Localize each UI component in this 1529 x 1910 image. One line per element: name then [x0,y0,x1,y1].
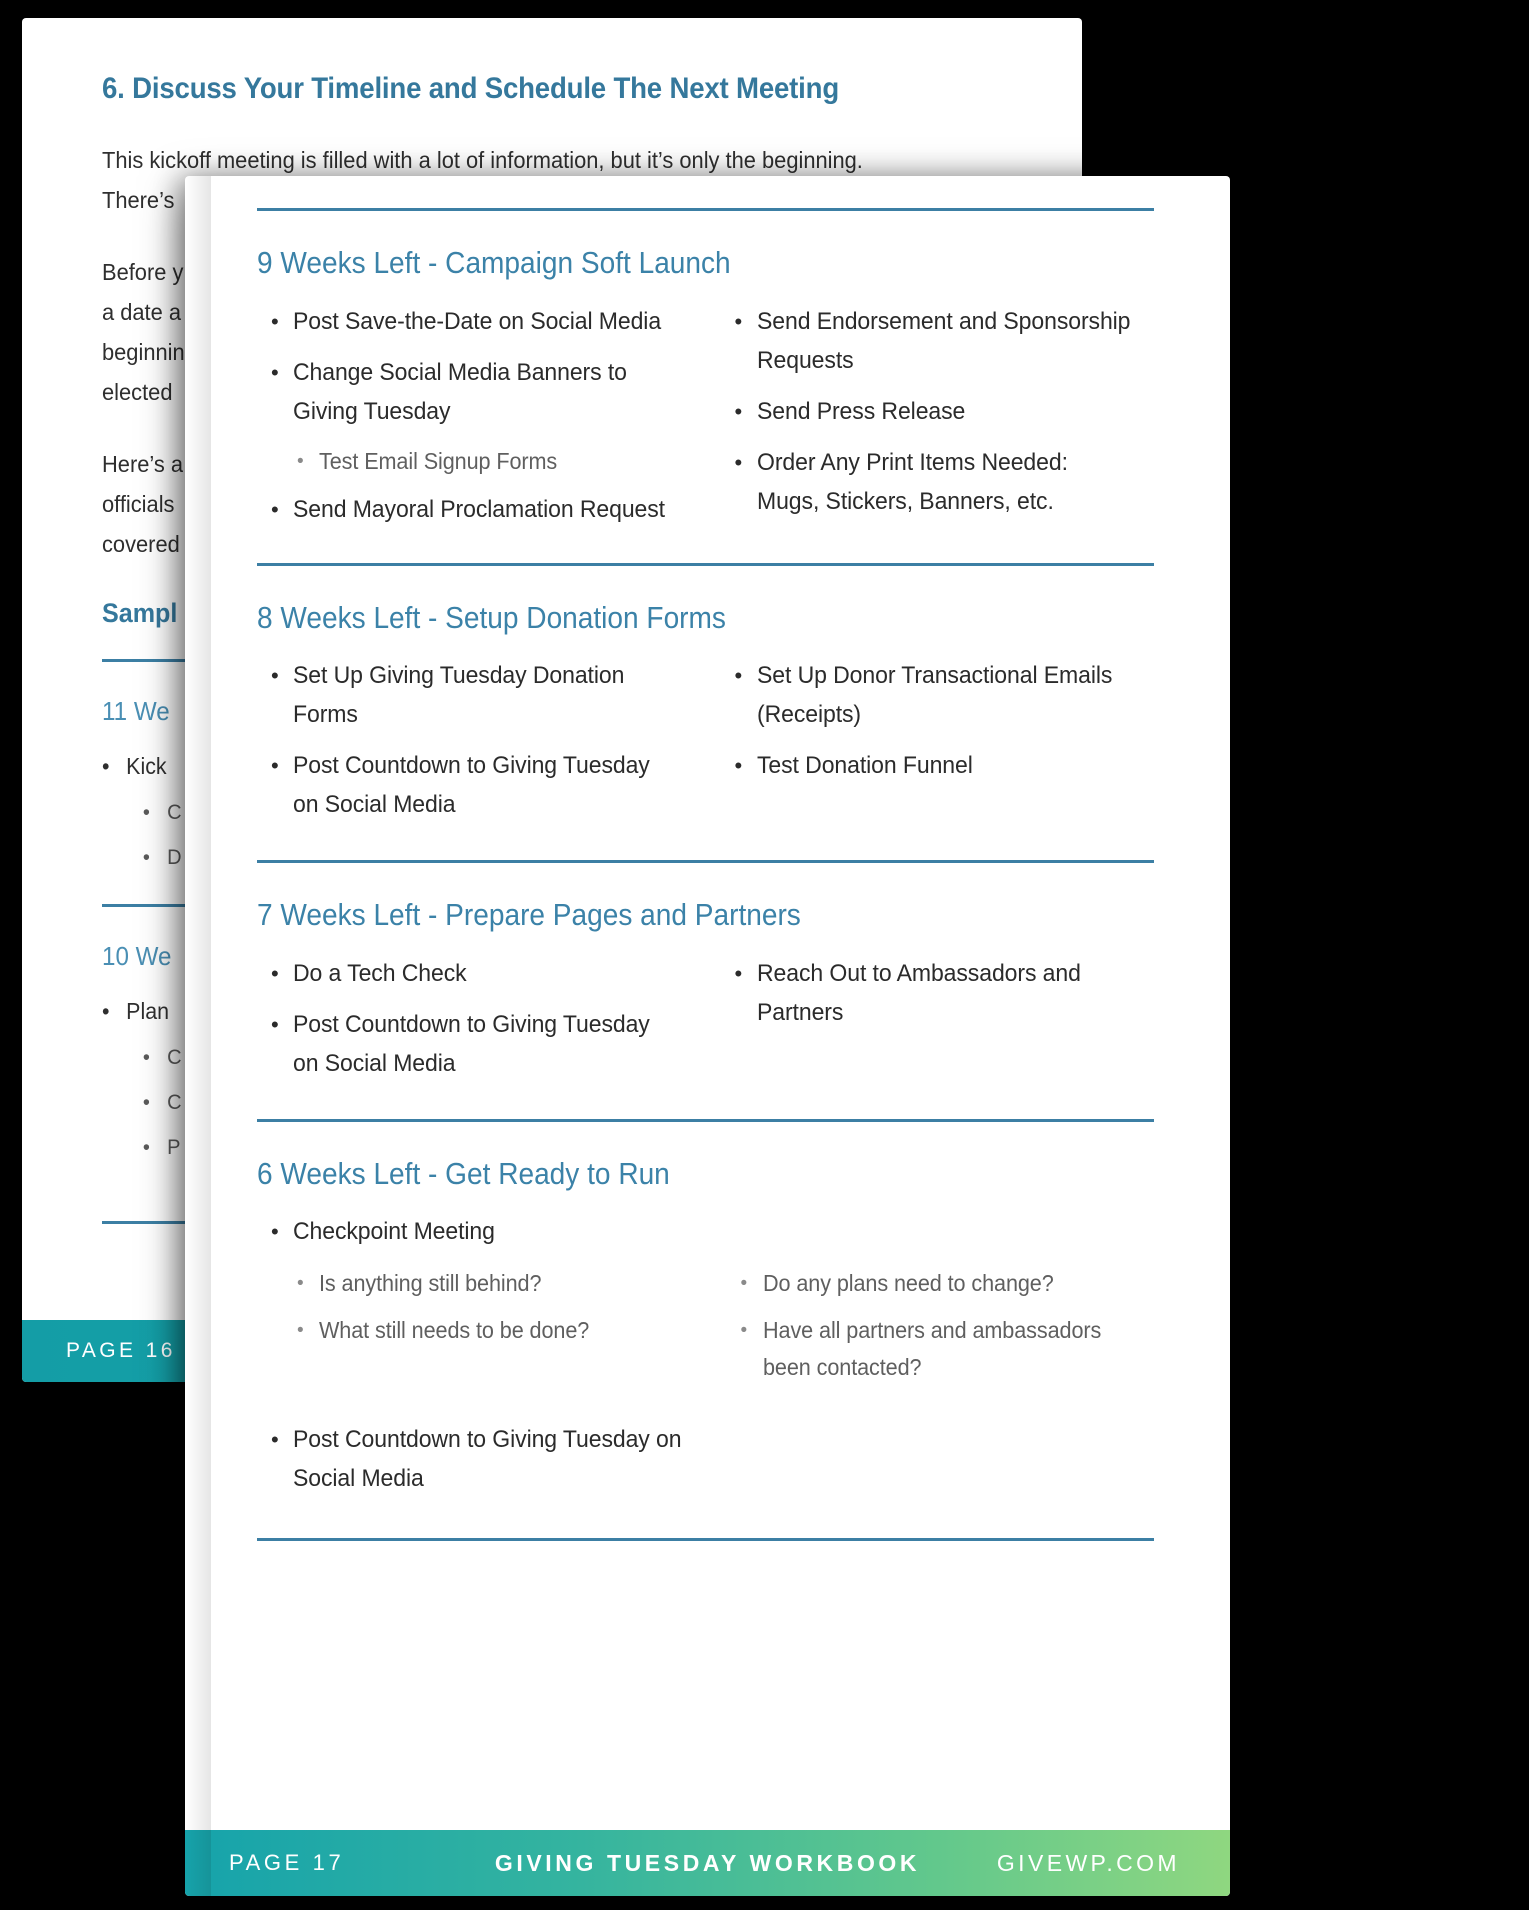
page-16-paragraph-1-line-1: This kickoff meeting is filled with a lot of information, but it’s only the beginning. [102,146,863,173]
checklist-left [257,1265,703,1349]
list-item [721,302,1159,380]
list-item-label: Post Countdown to Giving Tuesday on Social Media [293,1426,682,1493]
list-item [721,954,1159,1032]
page-17-divider-3 [257,1119,1154,1122]
list-item [257,656,703,734]
checklist-right [721,954,1159,1032]
page-16-section-title-10-weeks: 10 We [102,940,172,971]
list-item [257,1005,703,1083]
page-17-workbook-title: GIVING TUESDAY WORKBOOK [494,1849,921,1876]
bullet-icon: • [271,359,279,385]
section-columns [257,642,1168,836]
page-16-paragraph-2-line-1: Before y [102,258,184,285]
bullet-icon: • [102,997,110,1024]
list-item-label: Do a Tech Check [293,959,467,987]
section-title-6-weeks: 6 Weeks Left - Get Ready to Run [257,1156,670,1191]
section-6-weeks-left [257,1156,1168,1499]
list-item-label: Set Up Giving Tuesday Donation Forms [293,662,625,729]
list-item [257,490,703,529]
section-column-left [257,302,713,541]
page-17-site-link[interactable]: GIVEWP.COM [996,1849,1180,1876]
page-17-divider-4 [257,1538,1154,1541]
list-item-label: Send Mayoral Proclamation Request [293,495,665,523]
section-8-weeks-left [257,600,1168,837]
page-16-paragraph-1-line-2: There’s [102,186,175,213]
bullet-icon: • [740,1273,748,1295]
section-columns [257,288,1168,541]
section-title-7-weeks: 7 Weeks Left - Prepare Pages and Partners [257,898,801,933]
bullet-icon: • [271,1219,279,1245]
list-item-label: Set Up Donor Transactional Emails (Receipts) [756,662,1112,729]
bullet-icon: • [102,752,110,779]
list-item-label: Is anything still behind? [319,1270,542,1297]
list-item-label: Post Save-the-Date on Social Media [293,307,662,335]
page-16-paragraph-3-line-1: Here’s a [102,450,183,477]
bullet-icon: • [142,799,150,824]
list-item-label: Send Press Release [756,397,965,425]
section-column-left [257,954,713,1095]
workbook-page-17 [185,176,1230,1896]
list-item-label: Reach Out to Ambassadors and Partners [756,959,1081,1026]
list-item-label: Order Any Print Items Needed: Mugs, Stickers, Banners, etc. [756,448,1068,515]
list-item [257,353,703,431]
checklist-left [257,302,703,529]
list-item [257,1212,1168,1251]
section-9-weeks-left [257,245,1168,541]
list-item-sub [257,1265,703,1302]
section-columns [257,1263,1168,1396]
section-title-8-weeks: 8 Weeks Left - Setup Donation Forms [257,600,726,635]
section-column-right [713,1265,1169,1396]
page-16-paragraph-2-line-2: a date a [102,298,181,325]
page-16-list-item-label: C [167,1044,182,1069]
list-item-label: Change Social Media Banners to Giving Tuesday [293,358,627,425]
checklist-left [257,656,703,824]
page-16-list-item-label: Plan [126,997,170,1024]
list-item-label: Post Countdown to Giving Tuesday on Social Media [293,1010,650,1077]
list-item-sub [257,1312,703,1349]
page-16-paragraph-3-line-3: covered [102,530,180,557]
page-16-paragraph-2-line-3: beginnin [102,338,185,365]
page-17-divider-2 [257,860,1154,863]
bullet-icon: • [271,1011,279,1037]
checklist-tail [257,1396,1168,1498]
bullet-icon: • [271,663,279,689]
list-item-label: Have all partners and ambassadors been contacted? [762,1317,1101,1381]
list-item-label: Checkpoint Meeting [293,1218,495,1246]
list-item-label: Post Countdown to Giving Tuesday on Social Media [293,752,650,819]
section-title-9-weeks: 9 Weeks Left - Campaign Soft Launch [257,246,731,280]
checklist-right [721,302,1159,521]
page-17-divider-top [257,208,1154,211]
list-item [257,1420,731,1498]
section-column-left [257,656,713,836]
list-item-label: Test Donation Funnel [756,752,973,780]
list-item [257,302,703,341]
page-17-page-label: PAGE 17 [229,1850,345,1875]
section-column-left [257,1265,713,1396]
bullet-icon: • [734,398,743,424]
section-column-right [713,302,1169,541]
bullet-icon: • [734,960,743,986]
section-column-right [713,954,1169,1095]
list-item [721,656,1159,734]
page-16-list-item-label: P [167,1134,181,1159]
list-item [721,746,1159,785]
page-16-section-title-11-weeks: 11 We [102,695,170,726]
bullet-icon: • [734,449,743,475]
page-17-content [185,208,1230,1541]
bullet-icon: • [734,663,743,689]
bullet-icon: • [271,753,279,779]
list-item-sub [721,1265,1159,1302]
checklist-lead [257,1198,1168,1251]
bullet-icon: • [142,1089,150,1114]
page-16-list-item-label: C [167,799,182,824]
checklist-left [257,954,703,1083]
bullet-icon: • [297,1320,304,1342]
bullet-icon: • [271,496,279,522]
page-16-list-item-label: C [167,1089,182,1114]
bullet-icon: • [271,960,279,986]
bullet-icon: • [142,1044,150,1069]
bullet-icon: • [271,308,279,334]
list-item-sub [257,443,703,480]
bullet-icon: • [740,1320,748,1342]
list-item [257,746,703,824]
page-16-list-item-label: D [167,844,182,869]
list-item [257,954,703,993]
bullet-icon: • [271,1427,279,1453]
bullet-icon: • [734,308,743,334]
list-item-label: Do any plans need to change? [762,1270,1054,1297]
list-item [721,443,1159,521]
list-item [721,392,1159,431]
page-17-divider-1 [257,563,1154,566]
list-item-sub [721,1312,1159,1386]
checklist-right [721,656,1159,785]
bullet-icon: • [734,753,743,779]
page-17-footer [185,1830,1230,1896]
list-item-label: What still needs to be done? [319,1317,590,1344]
page-16-page-label: PAGE 16 [66,1339,176,1362]
bullet-icon: • [297,450,304,472]
bullet-icon: • [297,1273,304,1295]
bullet-icon: • [142,844,150,869]
page-16-subheading: Sampl [102,597,178,628]
list-item-label: Test Email Signup Forms [319,447,558,474]
list-item-label: Send Endorsement and Sponsorship Requests [756,307,1130,374]
section-columns [257,940,1168,1095]
page-16-paragraph-2-line-4: elected [102,378,173,405]
section-7-weeks-left [257,897,1168,1095]
page-16-heading: 6. Discuss Your Timeline and Schedule The Next Meeting [102,72,840,105]
bullet-icon: • [142,1134,150,1159]
page-16-list-item-label: Kick [126,752,167,779]
page-16-paragraph-3-line-2: officials [102,490,175,517]
checklist-right [721,1265,1159,1386]
section-column-right [713,656,1169,836]
